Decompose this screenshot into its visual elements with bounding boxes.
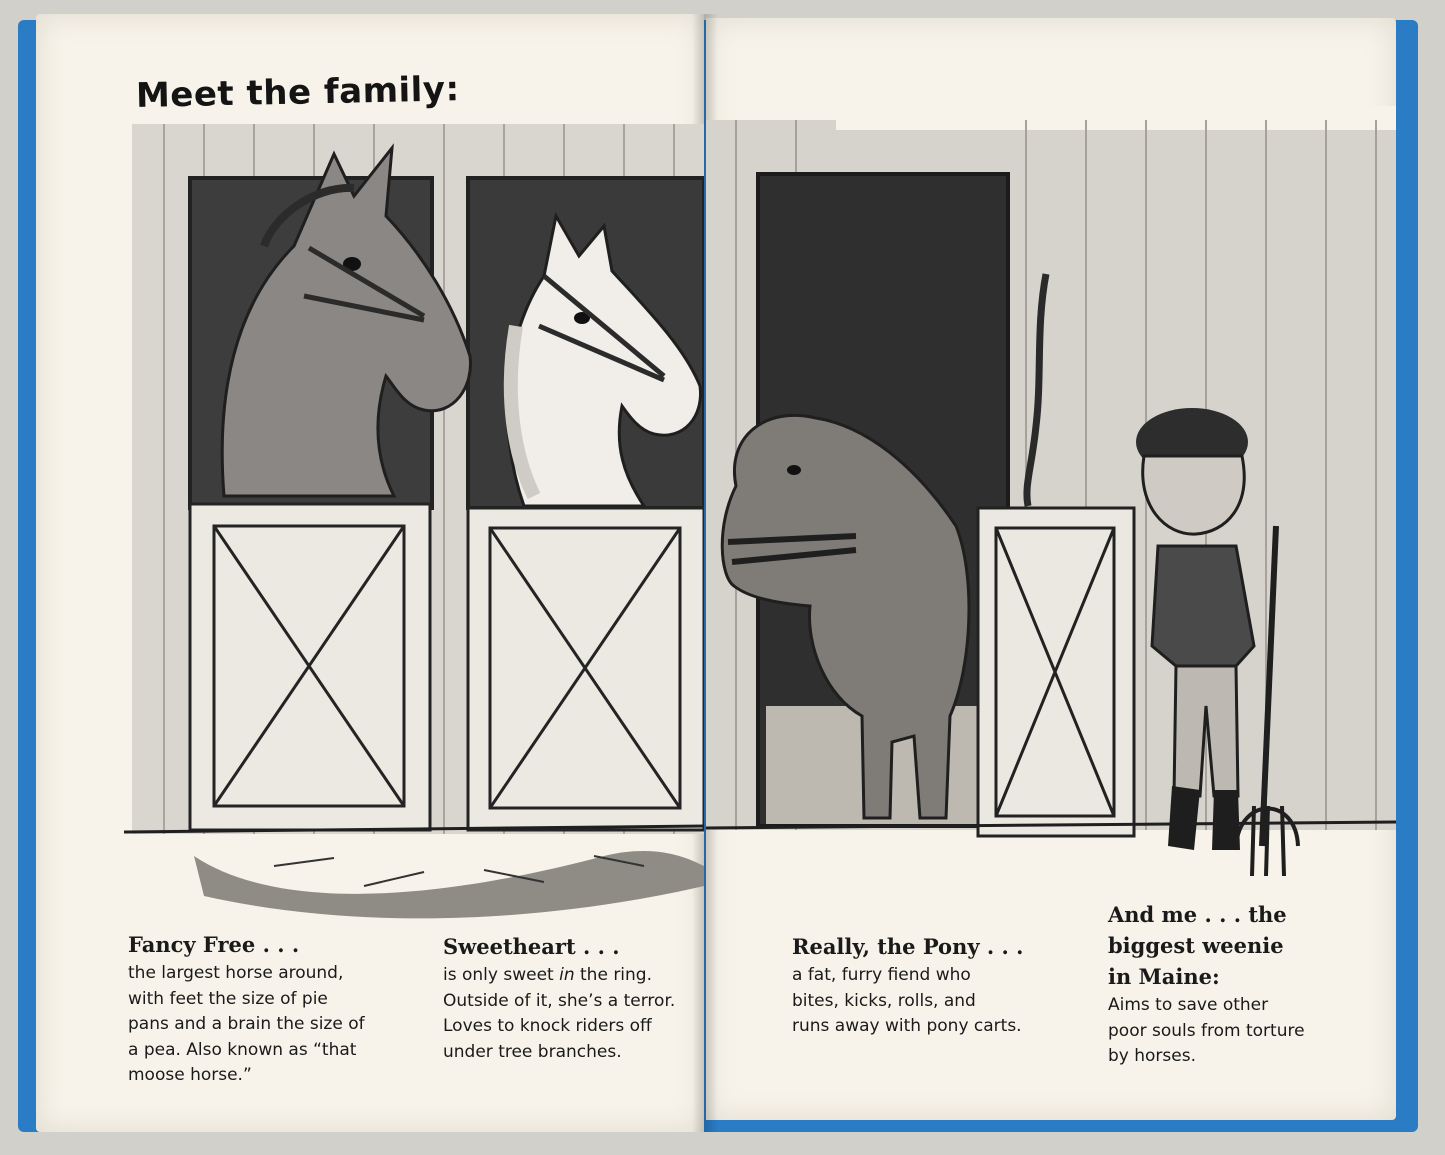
caption-title: Really, the Pony . . . (792, 934, 1024, 959)
caption-title: Sweetheart . . . (443, 934, 620, 959)
page-heading: Meet the family: (135, 69, 460, 116)
caption-narrator (1108, 900, 1305, 1070)
caption-title-line: biggest weenie (1108, 933, 1284, 958)
illustration-pony-and-rider (706, 106, 1396, 896)
caption-really-the-pony (792, 932, 1023, 1040)
caption-sweetheart (443, 932, 675, 1065)
caption-description: Aims to save other poor souls from torture by horses. (1108, 995, 1305, 1066)
caption-fancy-free (128, 930, 365, 1089)
caption-description: the largest horse around, with feet the size of pie pans and a brain the size of a pea. Also known as “that moose horse.” (128, 963, 365, 1085)
caption-description: a fat, furry fiend who bites, kicks, rolls, and runs away with pony carts. (792, 965, 1022, 1036)
caption-description: is only sweet in the ring. Outside of it, she’s a terror. Loves to knock riders off under tree branches. (443, 965, 676, 1062)
illustration-horses-in-stalls (124, 96, 704, 936)
caption-title-line: And me . . . the (1108, 902, 1287, 927)
caption-title: Fancy Free . . . (128, 932, 300, 957)
caption-title-line: in Maine: (1108, 964, 1220, 989)
